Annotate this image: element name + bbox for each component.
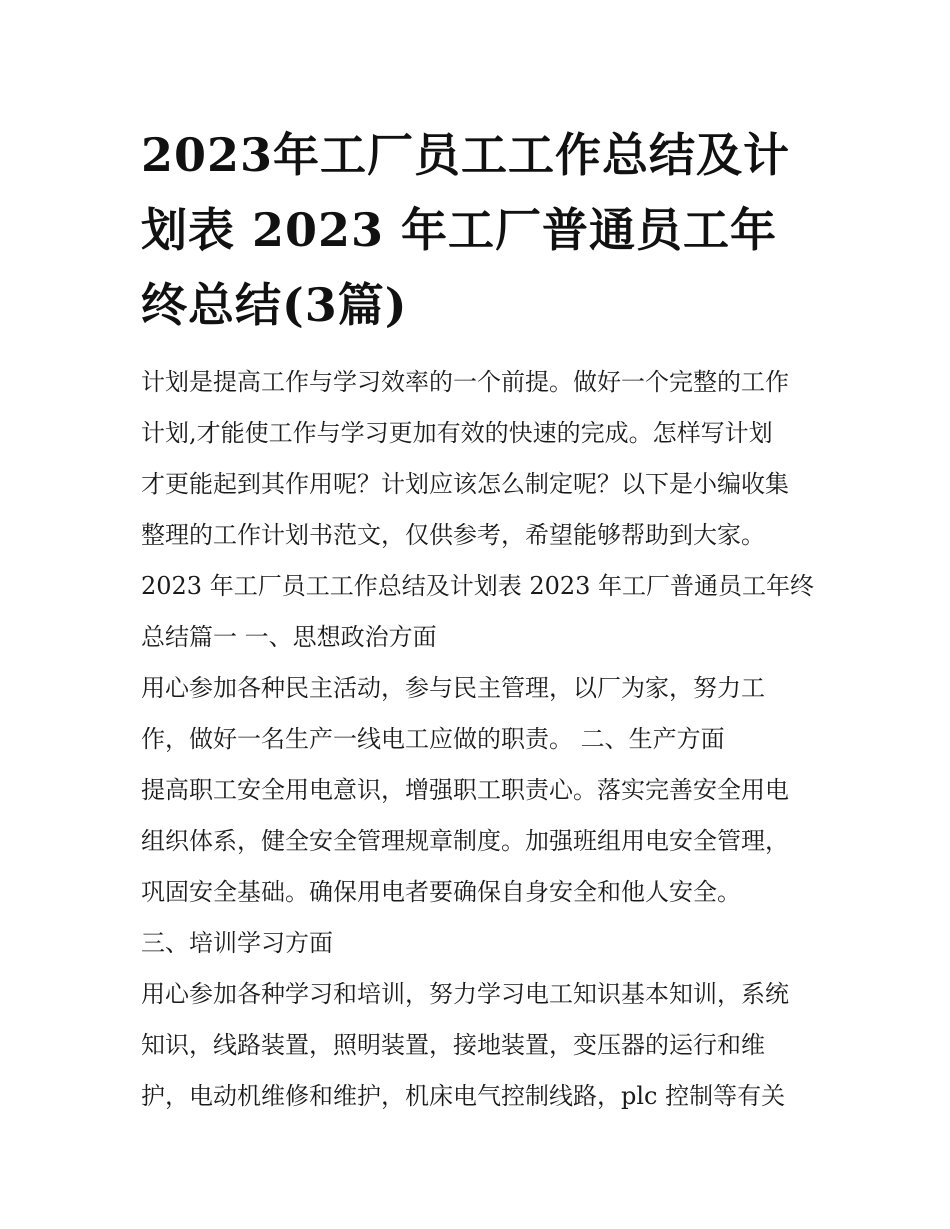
politics-paragraph [141,663,831,765]
text-line: 三、培训学习方面 [141,929,333,957]
text-line: 作，做好一名生产一线电工应做的职责。 二、生产方面 [141,725,725,753]
text-line: 巩固安全基础。确保用电者要确保自身安全和他人安全。 [141,878,741,906]
text-line: 才更能起到其作用呢？计划应该怎么制定呢？以下是小编收集 [141,470,789,498]
text-line: 用心参加各种民主活动，参与民主管理，以厂为家，努力工 [141,674,765,702]
text-line: 用心参加各种学习和培训，努力学习电工知识基本知训，系统 [141,980,789,1008]
training-paragraph [141,969,831,1122]
section-heading-paragraph [141,561,831,663]
text-line: 计划是提高工作与学习效率的一个前提。做好一个完整的工作 [141,368,789,396]
document-body [141,357,831,1122]
text-line: 护，电动机维修和维护，机床电气控制线路，plc 控制等有关 [141,1082,786,1110]
text-line: 整理的工作计划书范文，仅供参考，希望能够帮助到大家。 [141,521,765,549]
text-line: 提高职工安全用电意识，增强职工职责心。落实完善安全用电 [141,776,789,804]
text-line: 计划,才能使工作与学习更加有效的快速的完成。怎样写计划 [141,419,773,447]
title-line: 划表 2023 年工厂普通员工年 [141,203,778,257]
text-line: 2023 年工厂员工工作总结及计划表 2023 年工厂普通员工年终 [141,572,815,600]
text-line: 组织体系，健全安全管理规章制度。加强班组用电安全管理， [141,827,789,855]
title-line: 终总结(3篇) [141,278,408,332]
document-page [141,118,831,1122]
training-heading [141,918,831,969]
text-line: 知识，线路装置，照明装置，接地装置，变压器的运行和维 [141,1031,765,1059]
production-paragraph [141,765,831,918]
text-line: 总结篇一 一、思想政治方面 [141,623,437,651]
document-title [141,118,831,343]
title-line: 2023年工厂员工工作总结及计 [141,128,791,182]
intro-paragraph [141,357,831,561]
